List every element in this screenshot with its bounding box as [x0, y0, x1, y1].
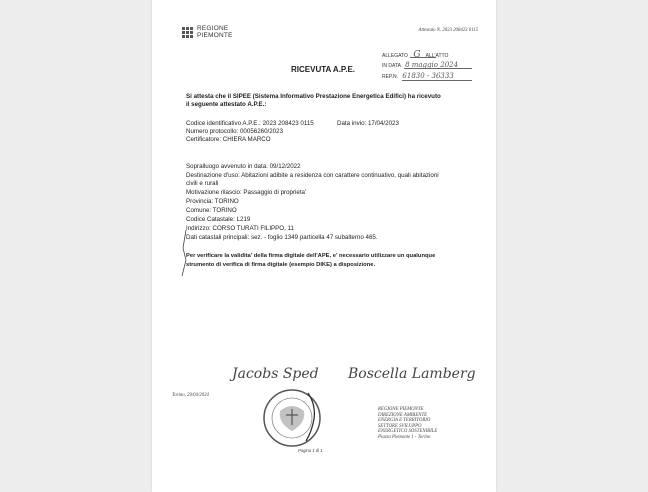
data-line: IN DATA 8 maggio 2024 — [382, 61, 459, 69]
data-invio: Data invio: 17/04/2023 — [337, 120, 399, 127]
data-value: 8 maggio 2024 — [405, 61, 459, 69]
logo-text: REGIONE PIEMONTE — [197, 25, 233, 39]
allegato-value: G — [413, 50, 421, 60]
codice-identificativo: Codice identificativo A.P.E.: 2023 208423 0115 — [186, 120, 314, 127]
motivazione-rilascio: Motivazione rilascio: Passaggio di proprieta' — [186, 189, 307, 196]
intro-line-2: il seguente attestato A.P.E.: — [186, 101, 267, 108]
margin-mark-icon — [180, 228, 190, 278]
notice-line-2: strumento di verifica di firma digitale (esempio DIKE) a disposizione. — [186, 262, 376, 268]
signature-1: Jacobs Sped — [232, 366, 319, 382]
rep-line: REP.N. 61830 - 36333 — [382, 72, 454, 80]
destinazione-line-2: civili e rurali — [186, 180, 219, 187]
indirizzo: Indirizzo: CORSO TURATI FILIPPO, 11 — [186, 225, 294, 232]
notice-line-1: Per verificare la validita' della firma digitale dell'APE, e' necessario utilizzare un qualunque — [186, 253, 436, 259]
dati-catastali: Dati catastali principali: sez. - foglio 1349 particella 47 subalterno 465. — [186, 234, 378, 241]
comune: Comune: TORINO — [186, 207, 237, 214]
certificatore: Certificatore: CHIERA MARCO — [186, 136, 271, 143]
place-date: Torino, 29/04/2024 — [172, 393, 209, 398]
codice-catastale: Codice Catastale: L219 — [186, 216, 251, 223]
regione-piemonte-logo-icon — [182, 27, 195, 38]
page-number: Pagina 1 di 1 — [298, 448, 323, 453]
allegato-line: ALLEGATO G ALL'ATTO — [382, 50, 449, 60]
numero-protocollo: Numero protocollo: 00056260/2023 — [186, 128, 284, 135]
attestato-reference: Attestato N. 2023 208423 0115 — [418, 28, 478, 33]
document-title: RICEVUTA A.P.E. — [291, 65, 356, 74]
destinazione-line-1: Destinazione d'uso: Abitazioni adibite a residenza con carattere continuativo, quali abitazioni — [186, 172, 439, 179]
rep-value: 61830 - 36333 — [402, 72, 454, 80]
provincia: Provincia: TORINO — [186, 198, 239, 205]
document-page — [152, 0, 496, 492]
intro-line-1: Si attesta che il SIPEE (Sistema Informativo Prestazione Energetica Edifici) ha ricevuto — [186, 93, 441, 100]
official-seal-icon — [256, 385, 328, 451]
office-address: REGIONE PIEMONTE DIREZIONE AMBIENTE ENERGIA E TERRITORIO SETTORE SVILUPPO ENERGETICO SOSTENIBILE Piazza Piemonte 1 - Torino — [378, 407, 438, 440]
sopralluogo: Sopralluogo avvenuto in data: 09/12/2022 — [186, 163, 301, 170]
signature-2: Boscella Lamberg — [348, 366, 476, 382]
